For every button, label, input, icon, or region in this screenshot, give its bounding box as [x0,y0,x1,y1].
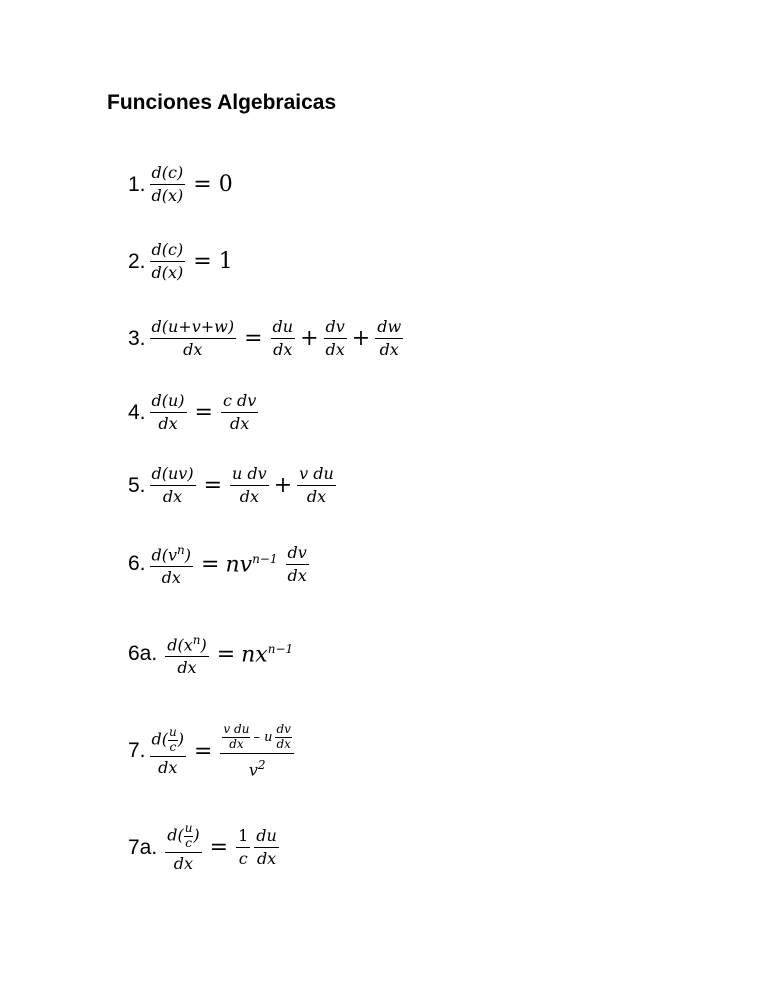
formula-6a: 6a. $\frac{d(x^n)}{dx}$ = $nx^{n-1}$ [128,633,294,678]
formula-number: 6. [128,552,146,576]
formula-5: 5. $\frac{d(uv)}{dx}$ = $\frac{\text{u dv}}{dx}$ + $\frac{\text{v du}}{dx}$ [128,464,334,506]
formula-1: 1. $\frac{d(c)}{d(x)}$ = 0 [128,163,233,205]
formula-number: 7a. [128,835,158,859]
formula-2: 2. $\frac{d(c)}{d(x)}$ = 1 [128,240,233,282]
page-title: Funciones Algebraicas [107,91,337,114]
formula-number: 5. [128,473,146,497]
formula-number: 4. [128,400,146,424]
formula-number: 7. [128,739,146,763]
formula-number: 2. [128,249,146,273]
formula-7a: 7a. d( $\frac{u}{c}$ ) dx = $\frac{1}{c}$ $\frac{du}{dx}$ [128,821,277,873]
formula-number: 6a. [128,642,158,666]
formula-7: 7. d( $\frac{u}{c}$ ) dx = $\frac{\text{v du}}{dx}$ – u $\frac{dv}{dx}$ $v^2$ [128,723,296,779]
formula-number: 1. [128,172,146,196]
formula-number: 3. [128,326,146,350]
formula-3: 3. $\frac{d(u+v+w)}{dx}$ = $\frac{du}{dx}$ + $\frac{dv}{dx}$ + $\frac{dw}{dx}$ [128,317,402,359]
formula-4: 4. $\frac{d(u)}{dx}$ = $\frac{\text{c dv}}{dx}$ [128,391,257,433]
formula-6: 6. $\frac{d(v^n)}{dx}$ = $nv^{n-1}$ $\frac{dv}{dx}$ [128,542,307,588]
